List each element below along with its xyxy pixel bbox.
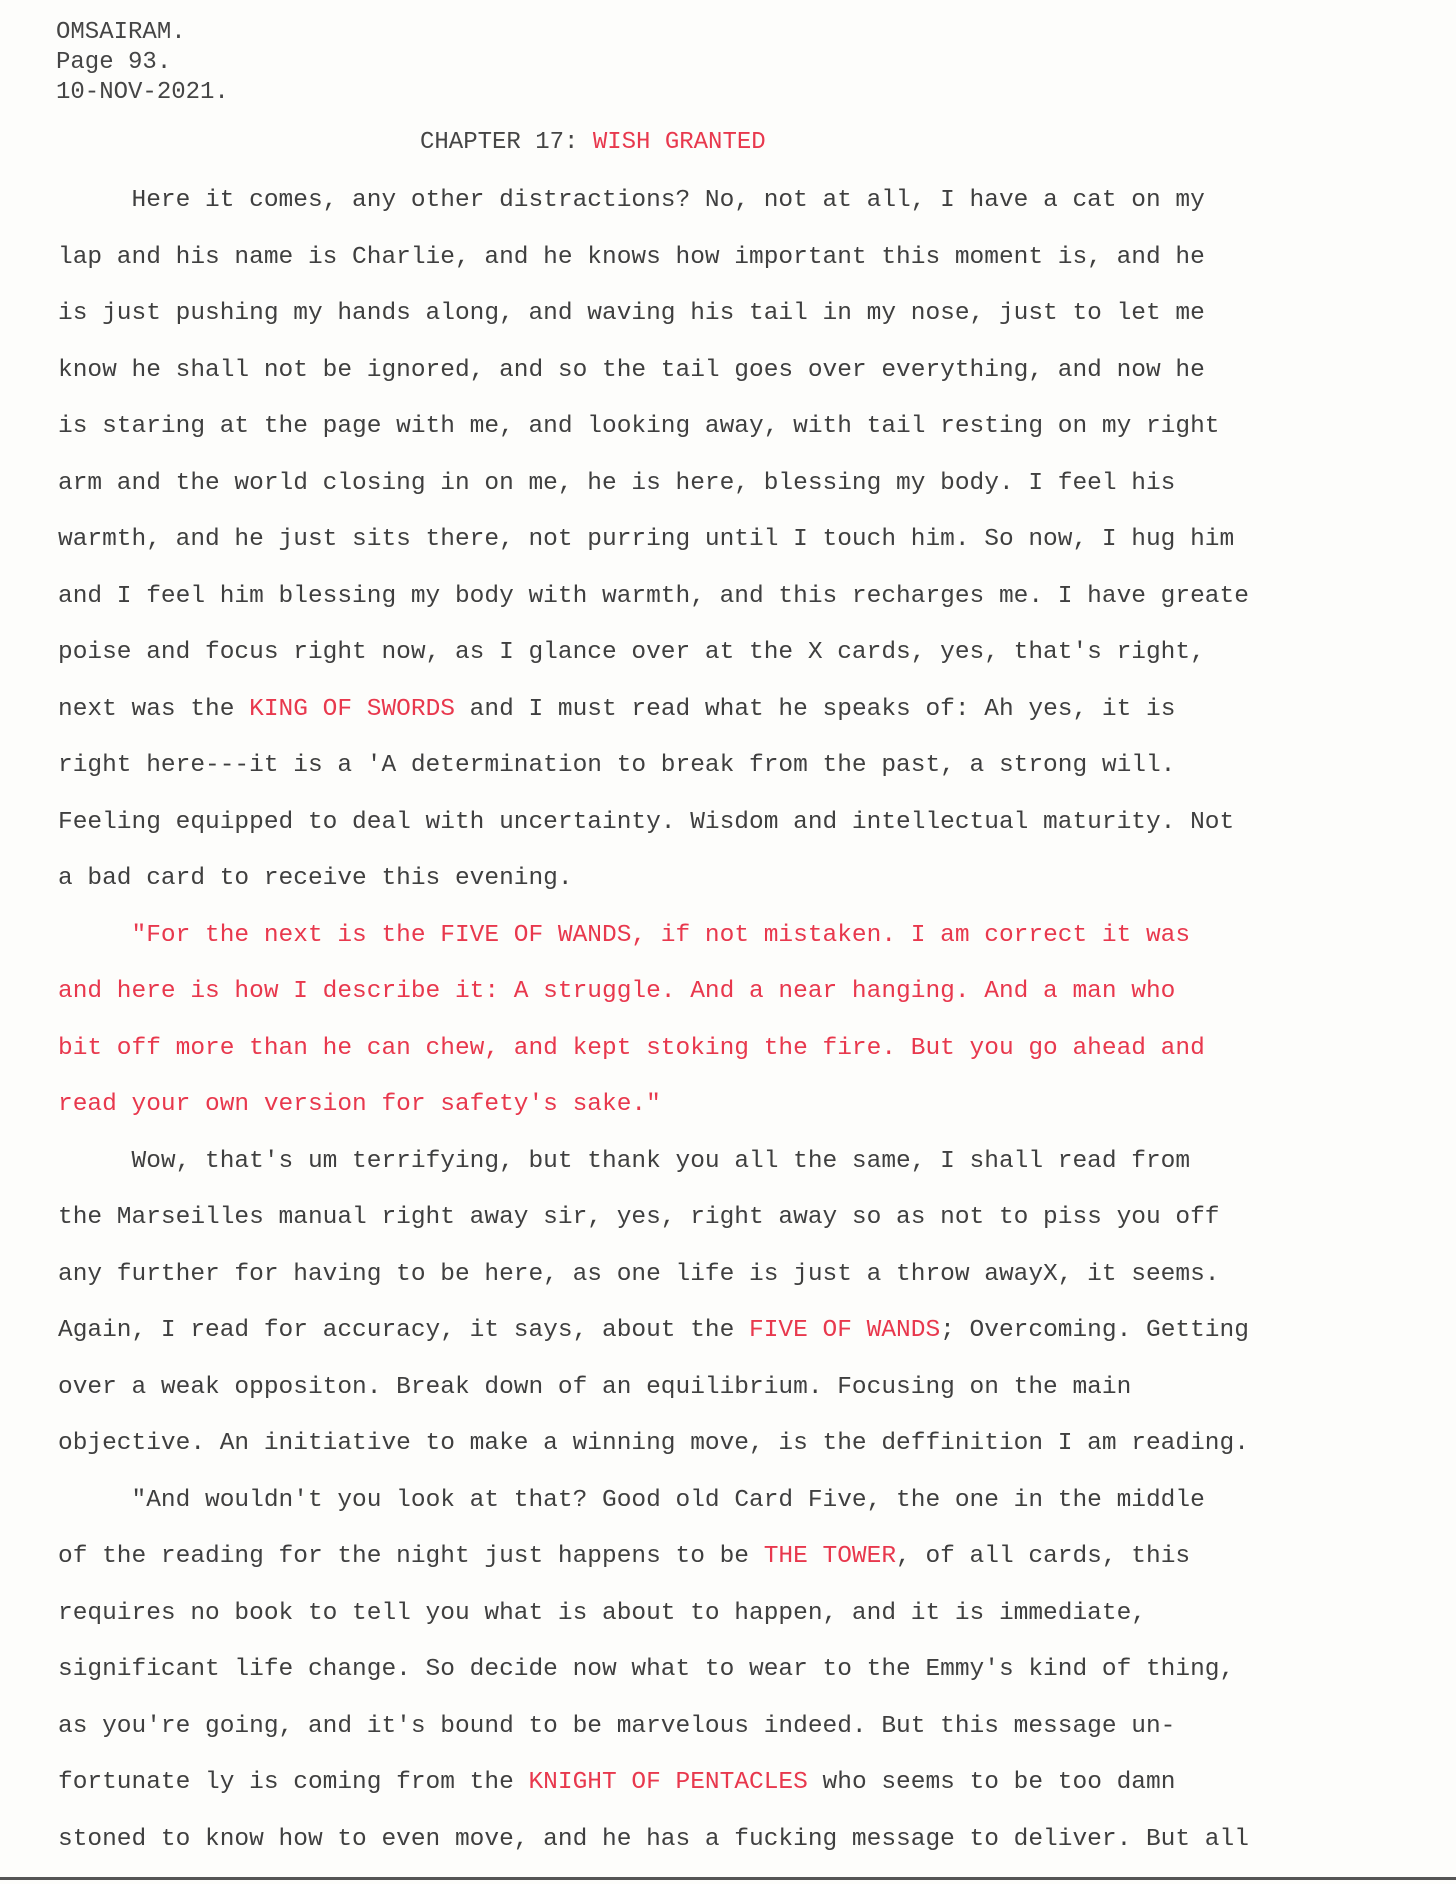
header-line-page-number: Page 93.	[56, 49, 172, 76]
line-text: next was the	[58, 695, 250, 723]
line-text: Wow, that's um terrifying, but thank you all the same, I shall read from	[131, 1147, 1191, 1175]
line-text: the Marseilles manual right away sir, yes, right away so as not to piss you off	[58, 1204, 1220, 1231]
text-line	[58, 1029, 1452, 1086]
line-indent	[58, 187, 132, 214]
text-line	[58, 1763, 1452, 1820]
text-line	[58, 803, 1452, 860]
text-line	[58, 1085, 1452, 1142]
page-header	[56, 18, 229, 108]
line-text: objective. An initiative to make a winning move, is the deffinition I am reading.	[58, 1430, 1249, 1457]
card-name: FIVE OF WANDS	[749, 1317, 941, 1344]
line-text: significant life change. So decide now what to wear to the Emmy's kind of thing,	[58, 1656, 1235, 1683]
line-text: fortunate ly is coming from the	[58, 1769, 529, 1796]
line-text: who seems to be too damn	[807, 1769, 1176, 1796]
line-text: Feeling equipped to deal with uncertainty. Wisdom and intellectual maturity. Not	[58, 808, 1235, 836]
text-line	[58, 1820, 1452, 1877]
line-text: is just pushing my hands along, and waving his tail in my nose, just to let me	[58, 300, 1205, 327]
header-line-date: 10-NOV-2021.	[56, 79, 229, 106]
card-name: KNIGHT OF PENTACLES	[528, 1769, 808, 1796]
line-text: , of all cards, this	[896, 1543, 1191, 1570]
line-text: Here it comes, any other distractions? No, not at all, I have a cat on my	[131, 187, 1205, 214]
line-indent	[58, 922, 132, 949]
line-indent	[58, 1148, 132, 1175]
text-line	[58, 1537, 1452, 1594]
line-text: know he shall not be ignored, and so the tail goes over everything, and now he	[58, 356, 1205, 384]
text-line	[58, 238, 1452, 295]
text-line	[58, 181, 1452, 238]
text-line	[58, 1650, 1452, 1707]
text-line	[58, 1424, 1452, 1481]
line-text: and I feel him blessing my body with warmth, and this recharges me. I have greate	[58, 582, 1249, 610]
line-text: "For the next is the FIVE OF WANDS, if not mistaken. I am correct it was	[131, 921, 1191, 949]
text-line	[58, 1594, 1452, 1651]
line-text: "And wouldn't you look at that? Good old Card Five, the one in the middle	[131, 1486, 1205, 1514]
text-line	[58, 1707, 1452, 1764]
line-text: stoned to know how to even move, and he has a fucking message to deliver. But all	[58, 1825, 1249, 1853]
text-line	[58, 351, 1452, 408]
text-line	[58, 1311, 1452, 1368]
line-text: ; Overcoming. Getting	[940, 1317, 1249, 1344]
chapter-prefix: CHAPTER 17:	[420, 129, 593, 156]
line-text: warmth, and he just sits there, not purring until I touch him. So now, I hug him	[58, 526, 1235, 553]
text-line	[58, 746, 1452, 803]
chapter-heading	[420, 128, 766, 158]
text-line	[58, 407, 1452, 464]
text-line	[58, 690, 1452, 747]
line-text: arm and the world closing in on me, he is here, blessing my body. I feel his	[58, 469, 1176, 497]
line-text: poise and focus right now, as I glance over at the X cards, yes, that's right,	[58, 639, 1205, 666]
text-line	[58, 1368, 1452, 1425]
text-line	[58, 859, 1452, 916]
chapter-title-text: WISH GRANTED	[592, 129, 766, 156]
line-text: and here is how I describe it: A struggle. And a near hanging. And a man who	[58, 978, 1176, 1005]
text-line	[58, 464, 1452, 521]
card-name: KING OF SWORDS	[249, 695, 455, 723]
card-name: THE TOWER	[763, 1543, 897, 1570]
line-text: read your own version for safety's sake."	[58, 1091, 661, 1118]
text-line	[58, 972, 1452, 1029]
line-text: as you're going, and it's bound to be marvelous indeed. But this message un-	[58, 1712, 1176, 1740]
text-line	[58, 1255, 1452, 1312]
line-text: and I must read what he speaks of: Ah yes, it is	[454, 695, 1176, 723]
text-line	[58, 916, 1452, 973]
page-bottom-rule	[0, 1877, 1456, 1880]
text-line	[58, 1142, 1452, 1199]
line-text: over a weak oppositon. Break down of an equilibrium. Focusing on the main	[58, 1373, 1132, 1401]
text-line	[58, 294, 1452, 351]
line-text: of the reading for the night just happens to be	[58, 1543, 764, 1570]
header-line-title: OMSAIRAM.	[56, 19, 186, 46]
text-line	[58, 577, 1452, 634]
line-text: bit off more than he can chew, and kept stoking the fire. But you go ahead and	[58, 1034, 1205, 1062]
line-text: any further for having to be here, as one life is just a throw awayX, it seems.	[58, 1260, 1220, 1288]
line-text: a bad card to receive this evening.	[58, 865, 573, 892]
text-line	[58, 1198, 1452, 1255]
line-text: lap and his name is Charlie, and he knows how important this moment is, and he	[58, 243, 1205, 271]
line-text: is staring at the page with me, and looking away, with tail resting on my right	[58, 413, 1220, 440]
text-line	[58, 633, 1452, 690]
line-text: Again, I read for accuracy, it says, about the	[58, 1317, 750, 1344]
line-text: right here---it is a 'A determination to break from the past, a strong will.	[58, 752, 1176, 779]
text-line	[58, 520, 1452, 577]
line-text: requires no book to tell you what is about to happen, and it is immediate,	[58, 1599, 1146, 1627]
body-text	[58, 181, 1452, 1876]
text-line	[58, 1481, 1452, 1538]
line-indent	[58, 1487, 132, 1514]
